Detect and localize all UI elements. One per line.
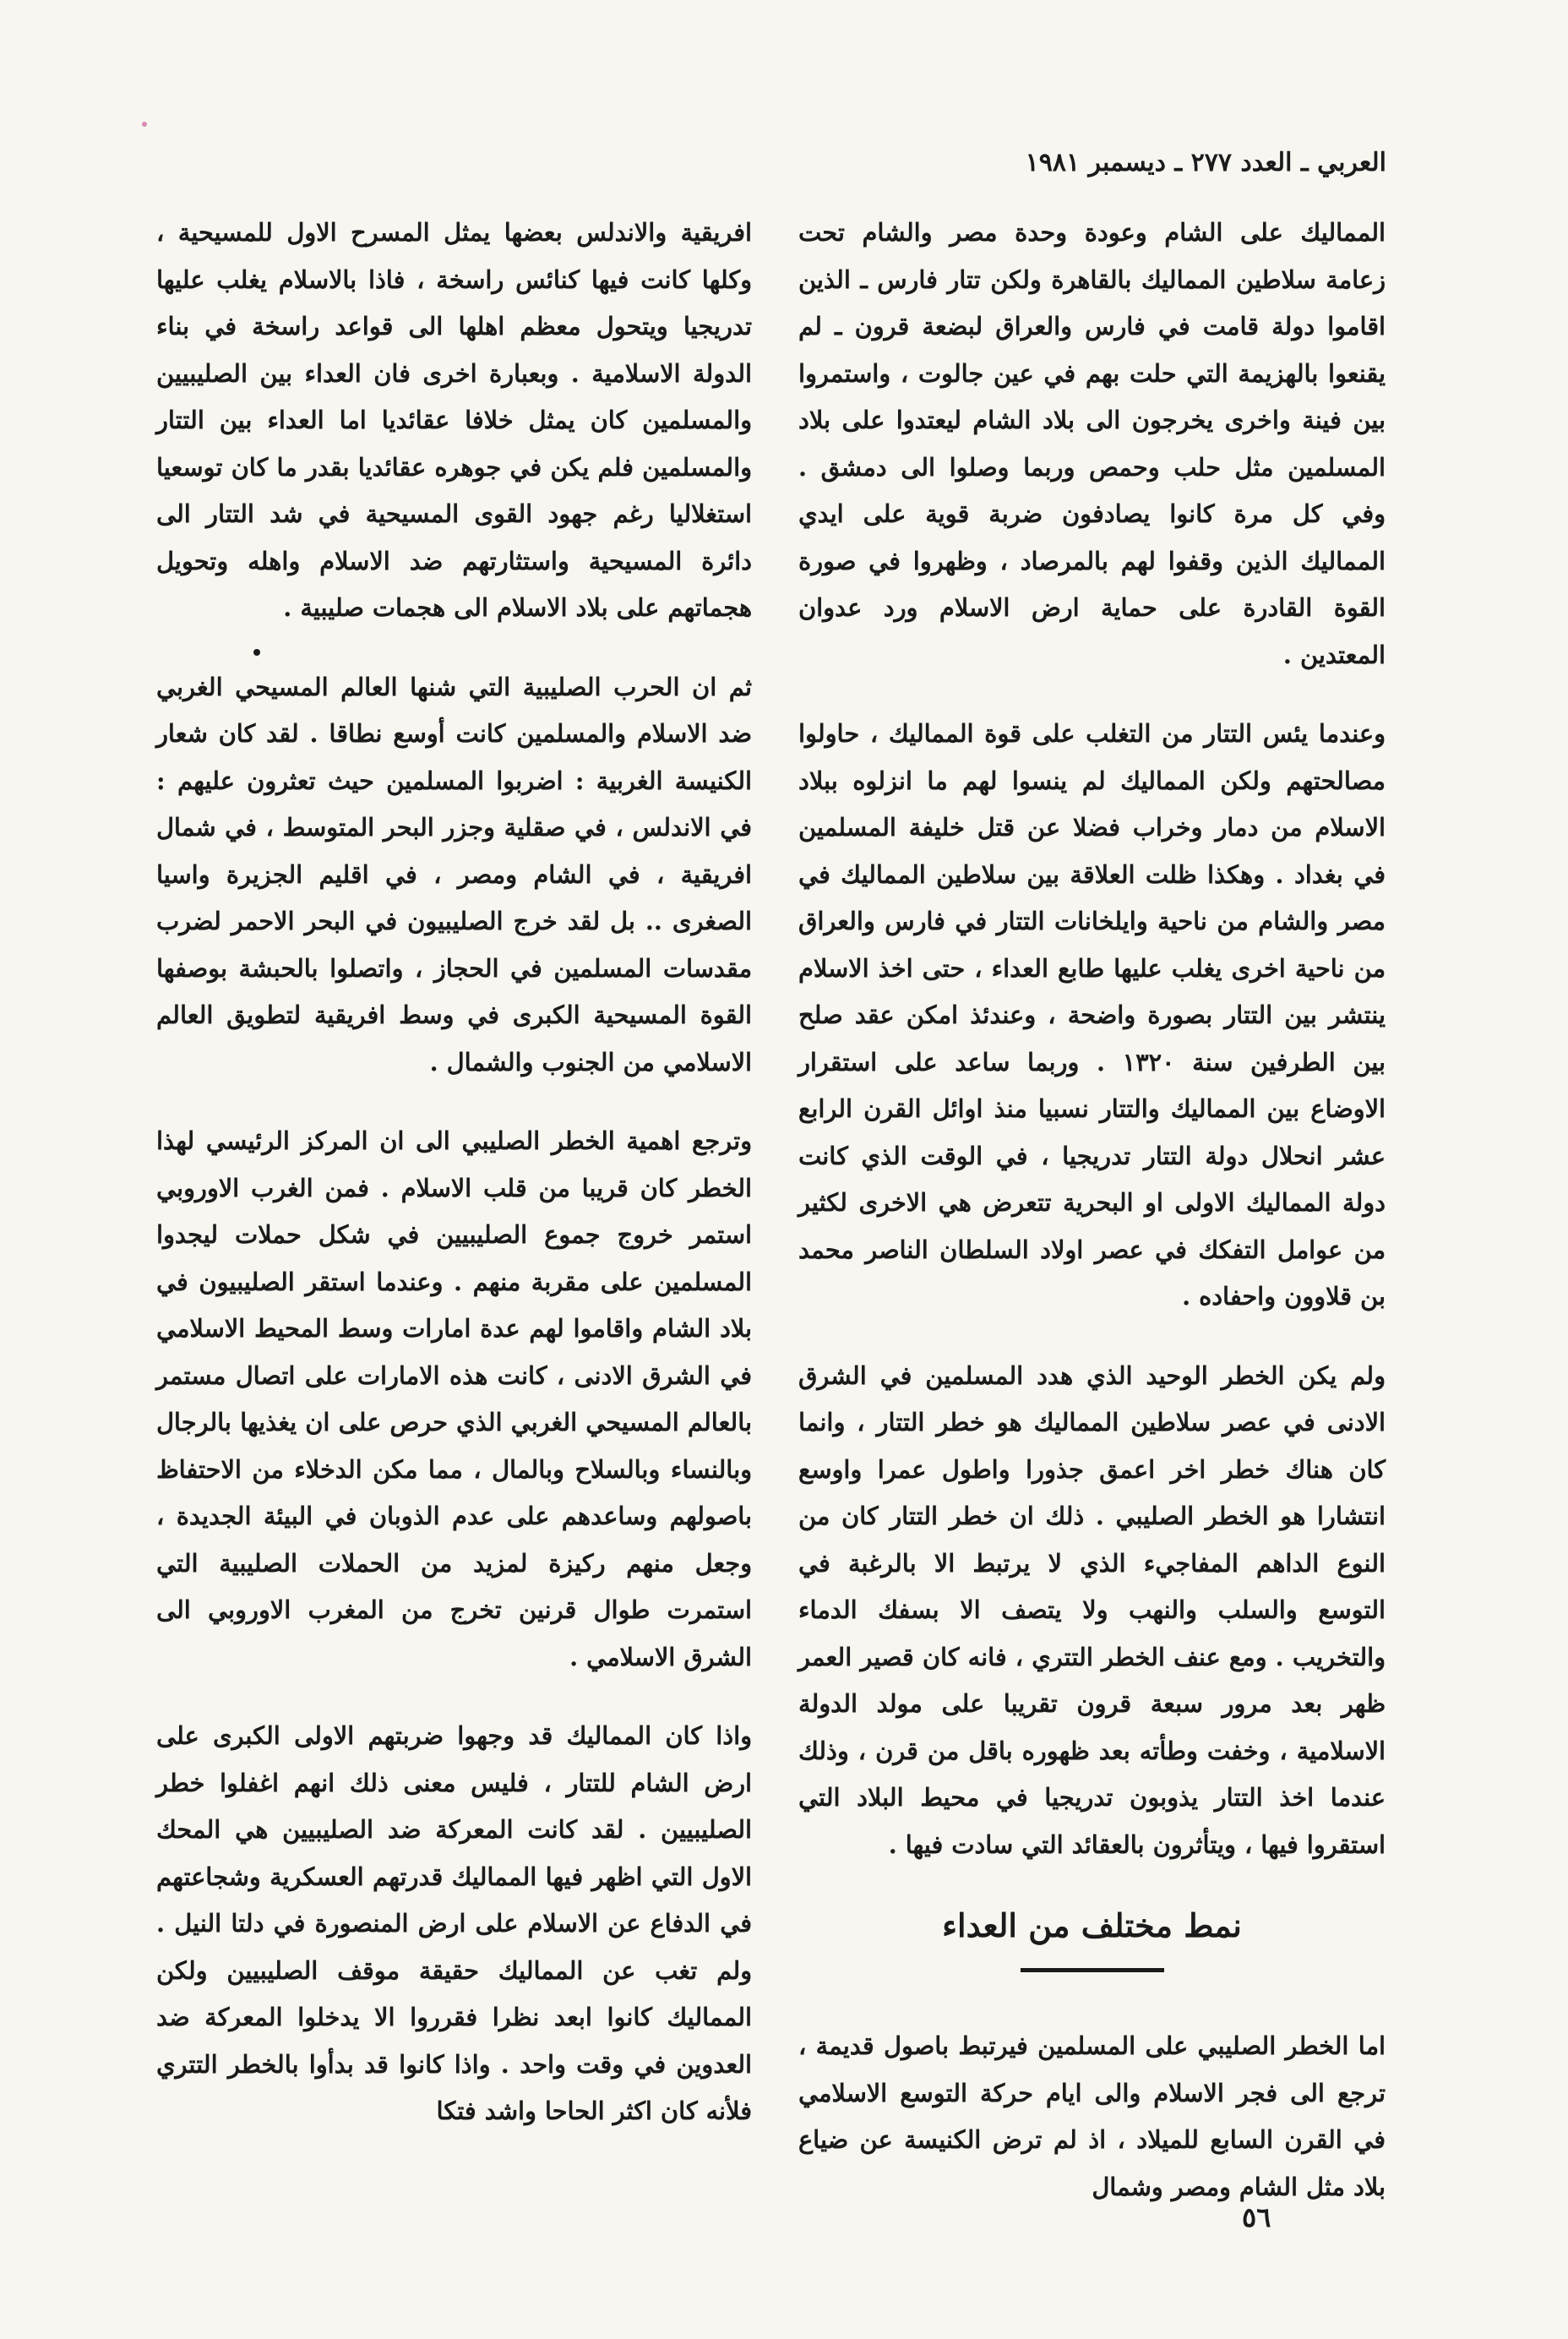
- paragraph: ثم ان الحرب الصليبية التي شنها العالم المسيحي الغربي ضد الاسلام والمسلمين كانت أوسع نطاقا . لقد كان شعار الكنيسة الغربية : اضربوا المسلمين حيث تعثرون عليهم : في الاندلس ، في صقلية وجزر البحر المتوسط ، في شمال افريقية ، في الشام ومصر ، في اقليم الجزيرة واسيا الصغرى .. بل لقد خرج الصليبيون في البحر الاحمر لضرب مقدسات المسلمين في الحجاز ، واتصلوا بالحبشة بوصفها القوة المسيحية الكبرى في وسط افريقية لتطويق العالم الاسلامي من الجنوب والشمال .: [156, 672, 752, 1077]
- paragraph: المماليك على الشام وعودة وحدة مصر والشام تحت زعامة سلاطين المماليك بالقاهرة ولكن تتار فارس ـ الذين اقاموا دولة قامت في فارس والعراق لبضعة قرون ـ لم يقنعوا بالهزيمة التي حلت بهم في عين جالوت ، واستمروا بين فينة واخرى يخرجون الى بلاد الشام ليعتدوا على بلاد المسلمين مثل حلب وحمص وربما وصلوا الى دمشق . وفي كل مرة كانوا يصادفون ضربة قوية على ايدي المماليك الذين وقفوا لهم بالمرصاد ، وظهروا في صورة القوة القادرة على حماية ارض الاسلام ورد عدوان المعتدين .: [798, 218, 1386, 669]
- paragraph: اما الخطر الصليبي على المسلمين فيرتبط باصول قديمة ، ترجع الى فجر الاسلام والى ايام حركة التوسع الاسلامي في القرن السابع للميلاد ، اذ لم ترض الكنيسة عن ضياع بلاد مثل الشام ومصر وشمال: [798, 2031, 1386, 2201]
- section-subheading: نمط مختلف من العداء: [942, 1906, 1242, 1944]
- right-column: [798, 210, 1386, 2243]
- page-number: ٥٦: [1242, 2201, 1271, 2233]
- paragraph: ولم يكن الخطر الوحيد الذي هدد المسلمين في الشرق الادنى في عصر سلاطين المماليك هو خطر التتار ، وانما كان هناك خطر اخر اعمق جذورا واطول عمرا واوسع انتشارا هو الخطر الصليبي . ذلك ان خطر التتار كان من النوع الداهم المفاجيء الذي لا يرتبط الا بالرغبة في التوسع والسلب والنهب ولا يتصف الا بسفك الدماء والتخريب . ومع عنف الخطر التتري ، فانه كان قصير العمر ظهر بعد مرور سبعة قرون تقريبا على مولد الدولة الاسلامية ، وخفت وطأته بعد ظهوره باقل من قرن ، وذلك عندما اخذ التتار يذوبون تدريجيا في محيط البلاد التي استقروا فيها ، ويتأثرون بالعقائد التي سادت فيها .: [798, 1360, 1386, 1859]
- paragraph: واذا كان المماليك قد وجهوا ضربتهم الاولى الكبرى على ارض الشام للتتار ، فليس معنى ذلك انهم اغفلوا خطر الصليبيين . لقد كانت المعركة ضد الصليبيين هي المحك الاول التي اظهر فيها المماليك قدرتهم العسكرية وشجاعتهم في الدفاع عن الاسلام على ارض المنصورة في دلتا النيل . ولم تغب عن المماليك حقيقة موقف الصليبيين ولكن المماليك كانوا ابعد نظرا فقرروا الا يدخلوا المعركة ضد العدوين في وقت واحد . واذا كانوا قد بدأوا بالخطر التتري فلأنه كان اكثر الحاحا واشد فتكا: [156, 1721, 752, 2125]
- paragraph: وعندما يئس التتار من التغلب على قوة المماليك ، حاولوا مصالحتهم ولكن المماليك لم ينسوا لهم ما انزلوه ببلاد الاسلام من دمار وخراب فضلا عن قتل خليفة المسلمين في بغداد . وهكذا ظلت العلاقة بين سلاطين المماليك في مصر والشام من ناحية وايلخانات التتار في فارس والعراق من ناحية اخرى يغلب عليها طابع العداء ، حتى اخذ الاسلام ينتشر بين التتار بصورة واضحة ، وعندئذ امكن عقد صلح بين الطرفين سنة ١٣٢٠ . وربما ساعد على استقرار الاوضاع بين المماليك والتتار نسبيا منذ اوائل القرن الرابع عشر انحلال دولة التتار تدريجيا ، في الوقت الذي كانت دولة المماليك الاولى او البحرية تتعرض هي الاخرى لكثير من عوامل التفكك في عصر اولاد السلطان الناصر محمد بن قلاوون واحفاده .: [798, 719, 1386, 1311]
- running-header: العربي ـ العدد ٢٧٧ ـ ديسمبر ١٩٨١: [1025, 148, 1386, 177]
- section-dot: [253, 649, 260, 656]
- ink-speck: [142, 122, 147, 127]
- left-column: [156, 210, 752, 2167]
- paragraph: افريقية والاندلس بعضها يمثل المسرح الاول للمسيحية ، وكلها كانت فيها كنائس راسخة ، فاذا بالاسلام يغلب عليها تدريجيا ويتحول معظم اهلها الى قواعد راسخة في بناء الدولة الاسلامية . وبعبارة اخرى فان العداء بين الصليبيين والمسلمين كان يمثل خلافا عقائديا اما العداء بين التتار والمسلمين فلم يكن في جوهره عقائديا بقدر ما كان توسعيا استغلاليا رغم جهود القوى المسيحية في شد التتار الى دائرة المسيحية واستثارتهم ضد الاسلام واهله وتحويل هجماتهم على بلاد الاسلام الى هجمات صليبية .: [156, 218, 752, 622]
- paragraph: وترجع اهمية الخطر الصليبي الى ان المركز الرئيسي لهذا الخطر كان قريبا من قلب الاسلام . فمن الغرب الاوروبي استمر خروج جموع الصليبيين في شكل حملات ليجدوا المسلمين على مقربة منهم . وعندما استقر الصليبيون في بلاد الشام واقاموا لهم عدة امارات وسط المحيط الاسلامي في الشرق الادنى ، كانت هذه الامارات على اتصال مستمر بالعالم المسيحي الغربي الذي حرص على ان يغذيها بالرجال وبالنساء وبالسلاح وبالمال ، مما مكن الدخلاء من الاحتفاظ باصولهم وساعدهم على عدم الذوبان في البيئة الجديدة ، وجعل منهم ركيزة لمزيد من الحملات الصليبية التي استمرت طوال قرنين تخرج من المغرب الاوروبي الى الشرق الاسلامي .: [156, 1126, 752, 1671]
- subheading-rule: [1021, 1968, 1164, 1972]
